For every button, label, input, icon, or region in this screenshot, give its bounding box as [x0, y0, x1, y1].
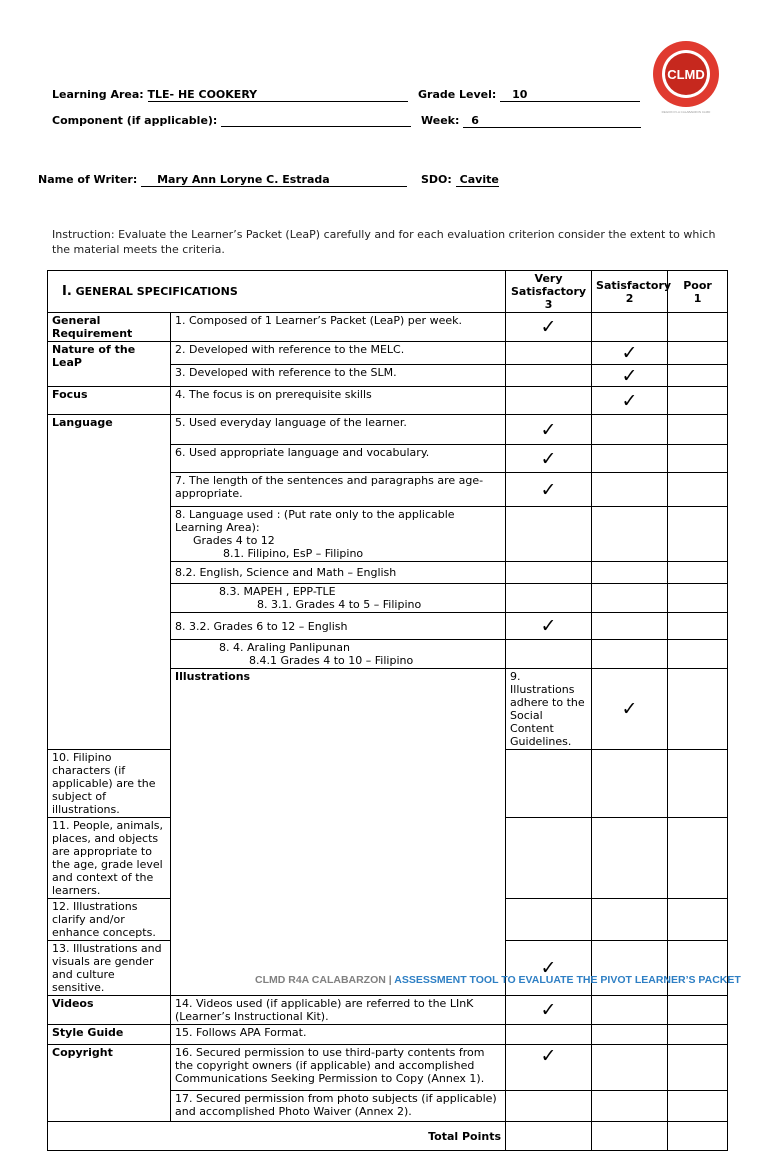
- rating-c13-p[interactable]: [668, 941, 728, 996]
- week-field: [421, 114, 641, 128]
- rating-c8_4-s[interactable]: [592, 640, 668, 669]
- rating-c17-s[interactable]: [592, 1091, 668, 1122]
- criterion-13: 13. Illustrations and visuals are gender and culture sensitive.: [48, 941, 171, 996]
- checkmark-icon: ✓: [540, 1045, 557, 1067]
- total-row: [48, 1122, 728, 1151]
- checkmark-icon: ✓: [540, 447, 557, 470]
- writer-field: [38, 173, 407, 187]
- rating-c16-s[interactable]: [592, 1045, 668, 1091]
- grade-level-field: [418, 88, 640, 102]
- checkmark-icon: ✓: [540, 999, 557, 1021]
- criterion-1: 1. Composed of 1 Learner’s Packet (LeaP) per week.: [171, 313, 506, 342]
- rating-c17-vs[interactable]: [506, 1091, 592, 1122]
- footer-separator: |: [388, 974, 392, 986]
- col-p-num: 1: [693, 291, 702, 305]
- rating-c8-s[interactable]: [592, 507, 668, 562]
- evaluation-table: [47, 270, 728, 1151]
- checkmark-icon: ✓: [540, 418, 557, 441]
- rating-c5-vs[interactable]: [506, 415, 592, 445]
- checkmark-icon: ✓: [540, 316, 557, 338]
- col-vs-label: Very Satisfactory: [510, 272, 587, 298]
- rating-c6-vs[interactable]: [506, 445, 592, 473]
- learning-area-label: Learning Area:: [52, 88, 144, 101]
- criterion-6: 6. Used appropriate language and vocabulary.: [171, 445, 506, 473]
- checkmark-icon: ✓: [621, 364, 638, 387]
- rating-c6-s[interactable]: [592, 445, 668, 473]
- total-points-label: Total Points: [48, 1122, 506, 1151]
- checkmark-icon: ✓: [540, 478, 557, 501]
- total-s[interactable]: [592, 1122, 668, 1151]
- col-s-num: 2: [625, 291, 634, 305]
- rating-c9-vs[interactable]: [592, 669, 668, 750]
- clmd-logo: [645, 40, 727, 116]
- rating-c7-p[interactable]: [668, 473, 728, 507]
- svg-text:REGION IV-A CALABARZON CLMD: REGION IV-A CALABARZON CLMD: [661, 110, 711, 114]
- learning-area-value: TLE- HE COOKERY: [148, 88, 408, 102]
- section-header: [48, 271, 506, 313]
- rating-c2-p[interactable]: [668, 342, 728, 365]
- page-footer: [255, 974, 741, 986]
- rating-c8_3-vs[interactable]: [506, 584, 592, 613]
- criterion-8-4: [171, 640, 506, 669]
- criterion-8-grades: Grades 4 to 12: [193, 534, 275, 547]
- criterion-8-2: 8.2. English, Science and Math – English: [171, 562, 506, 584]
- rating-c8_3-s[interactable]: [592, 584, 668, 613]
- sdo-label: SDO:: [421, 173, 452, 186]
- rating-c8_3-p[interactable]: [668, 584, 728, 613]
- writer-label: Name of Writer:: [38, 173, 138, 186]
- criterion-7: 7. The length of the sentences and paragraphs are age-appropriate.: [171, 473, 506, 507]
- rating-c2-s[interactable]: [592, 342, 668, 365]
- criterion-8: [171, 507, 506, 562]
- criterion-11: 11. People, animals, places, and objects are appropriate to the age, grade level and context of the learners.: [48, 818, 171, 899]
- rating-c3-vs[interactable]: [506, 365, 592, 387]
- table-row: [48, 313, 728, 342]
- category-copyright: Copyright: [48, 1045, 171, 1122]
- total-p[interactable]: [668, 1122, 728, 1151]
- rating-c8_32-vs[interactable]: [506, 613, 592, 640]
- criterion-10: 10. Filipino characters (if applicable) are the subject of illustrations.: [48, 750, 171, 818]
- rating-c8_32-p[interactable]: [668, 613, 728, 640]
- section-title: GENERAL SPECIFICATIONS: [75, 285, 238, 298]
- rating-c13-vs[interactable]: [506, 941, 592, 996]
- table-row: [48, 1045, 728, 1091]
- rating-c5-s[interactable]: [592, 415, 668, 445]
- criterion-8-4-title: 8. 4. Araling Panlipunan: [219, 641, 350, 654]
- criterion-3: 3. Developed with reference to the SLM.: [171, 365, 506, 387]
- rating-c1-vs[interactable]: [506, 313, 592, 342]
- category-illustrations: Illustrations: [171, 669, 506, 996]
- criterion-8-3-title: 8.3. MAPEH , EPP-TLE: [219, 585, 336, 598]
- category-language: Language: [48, 415, 171, 750]
- rating-c16-p[interactable]: [668, 1045, 728, 1091]
- svg-text:CLMD: CLMD: [667, 67, 705, 82]
- rating-c14-vs[interactable]: [506, 996, 592, 1025]
- rating-c7-vs[interactable]: [506, 473, 592, 507]
- rating-c3-s[interactable]: [592, 365, 668, 387]
- grade-level-value: 10: [500, 88, 640, 102]
- rating-c8-vs[interactable]: [506, 507, 592, 562]
- criterion-2: 2. Developed with reference to the MELC.: [171, 342, 506, 365]
- rating-c1-p[interactable]: [668, 313, 728, 342]
- sdo-value: Cavite: [456, 173, 499, 187]
- col-vs-num: 3: [544, 298, 553, 311]
- col-p-label: Poor: [683, 278, 712, 292]
- rating-c10-s[interactable]: [592, 750, 668, 818]
- rating-c6-p[interactable]: [668, 445, 728, 473]
- table-row: [48, 342, 728, 365]
- component-label: Component (if applicable):: [52, 114, 218, 127]
- category-general: General Requirement: [48, 313, 171, 342]
- instruction-text: Instruction: Evaluate the Learner’s Packet (LeaP) carefully and for each evaluation criterion consider the extent to which the material meets the criteria.: [52, 228, 716, 256]
- week-label: Week:: [421, 114, 460, 127]
- rating-c14-s[interactable]: [592, 996, 668, 1025]
- col-very-satisfactory: [506, 271, 592, 313]
- rating-c3-p[interactable]: [668, 365, 728, 387]
- rating-c8_4-vs[interactable]: [506, 640, 592, 669]
- checkmark-icon: ✓: [540, 957, 557, 979]
- rating-c13-s[interactable]: [592, 941, 668, 996]
- rating-c11-s[interactable]: [592, 818, 668, 899]
- rating-c10-p[interactable]: [668, 750, 728, 818]
- rating-c8_2-s[interactable]: [592, 562, 668, 584]
- table-row: [48, 415, 728, 445]
- criterion-9: 9. Illustrations adhere to the Social Content Guidelines.: [506, 669, 592, 750]
- learning-area-field: [52, 88, 408, 102]
- col-satisfactory: [592, 271, 672, 313]
- section-number: I.: [62, 284, 72, 299]
- checkmark-icon: ✓: [540, 615, 557, 637]
- criterion-14: 14. Videos used (if applicable) are referred to the LInK (Learner’s Instructional Kit).: [171, 996, 506, 1025]
- rating-c1-s[interactable]: [592, 313, 668, 342]
- category-nature: Nature of the LeaP: [48, 342, 171, 387]
- rating-c12-vs[interactable]: [506, 899, 592, 941]
- rating-c8_2-vs[interactable]: [506, 562, 592, 584]
- rating-c17-p[interactable]: [668, 1091, 728, 1122]
- grade-level-label: Grade Level:: [418, 88, 497, 101]
- rating-c8_32-s[interactable]: [592, 613, 668, 640]
- rating-c11-p[interactable]: [668, 818, 728, 899]
- criterion-8-3-2: 8. 3.2. Grades 6 to 12 – English: [171, 613, 506, 640]
- rating-c12-p[interactable]: [668, 899, 728, 941]
- category-videos: Videos: [48, 996, 171, 1025]
- criterion-8-3-1: 8. 3.1. Grades 4 to 5 – Filipino: [257, 598, 422, 611]
- rating-c15-vs[interactable]: [506, 1025, 592, 1045]
- rating-c2-vs[interactable]: [506, 342, 592, 365]
- rating-c4-s[interactable]: [592, 387, 668, 415]
- criterion-8-4-1: 8.4.1 Grades 4 to 10 – Filipino: [249, 654, 414, 667]
- footer-org: CLMD R4A CALABARZON: [255, 974, 386, 986]
- rating-c15-s[interactable]: [592, 1025, 668, 1045]
- criterion-17: 17. Secured permission from photo subjects (if applicable) and accomplished Photo Waiver (Annex 2).: [171, 1091, 506, 1122]
- total-vs[interactable]: [506, 1122, 592, 1151]
- rating-c7-s[interactable]: [592, 473, 668, 507]
- rating-c12-s[interactable]: [592, 899, 668, 941]
- sdo-field: [421, 173, 499, 187]
- rating-c9-s[interactable]: [668, 669, 728, 750]
- component-field: [52, 114, 411, 127]
- table-row: [48, 387, 728, 415]
- rating-c8_2-p[interactable]: [668, 562, 728, 584]
- rating-c8_4-p[interactable]: [668, 640, 728, 669]
- criterion-5: 5. Used everyday language of the learner.: [171, 415, 506, 445]
- checkmark-icon: ✓: [621, 389, 638, 412]
- rating-c8-p[interactable]: [668, 507, 728, 562]
- criterion-12: 12. Illustrations clarify and/or enhance concepts.: [48, 899, 171, 941]
- checkmark-icon: ✓: [621, 342, 638, 364]
- rating-c16-vs[interactable]: [506, 1045, 592, 1091]
- criterion-15: 15. Follows APA Format.: [171, 1025, 506, 1045]
- criterion-16: 16. Secured permission to use third-party contents from the copyright owners (if applicable) and accomplished Communications Seeking Permission to Copy (Annex 1).: [171, 1045, 506, 1091]
- rating-c5-p[interactable]: [668, 415, 728, 445]
- category-style-guide: Style Guide: [48, 1025, 171, 1045]
- component-value: [221, 114, 411, 127]
- category-focus: Focus: [48, 387, 171, 415]
- week-value: 6: [463, 114, 641, 128]
- criterion-8-3: [171, 584, 506, 613]
- footer-title: ASSESSMENT TOOL TO EVALUATE THE PIVOT LEARNER’S PACKET: [394, 974, 741, 986]
- rating-c15-p[interactable]: [668, 1025, 728, 1045]
- criterion-8-text: 8. Language used : (Put rate only to the applicable Learning Area):: [175, 508, 455, 534]
- col-poor: [668, 271, 728, 313]
- writer-value: Mary Ann Loryne C. Estrada: [141, 173, 407, 187]
- criterion-4: 4. The focus is on prerequisite skills: [171, 387, 506, 415]
- checkmark-icon: ✓: [621, 698, 638, 720]
- criterion-8-1: 8.1. Filipino, EsP – Filipino: [223, 547, 364, 560]
- rating-c4-vs[interactable]: [506, 387, 592, 415]
- rating-c14-p[interactable]: [668, 996, 728, 1025]
- table-row: [48, 996, 728, 1025]
- table-header-row: [48, 271, 728, 313]
- col-s-label: Satisfactory: [596, 278, 672, 292]
- table-row: [48, 1025, 728, 1045]
- rating-c4-p[interactable]: [668, 387, 728, 415]
- rating-c11-vs[interactable]: [506, 818, 592, 899]
- rating-c10-vs[interactable]: [506, 750, 592, 818]
